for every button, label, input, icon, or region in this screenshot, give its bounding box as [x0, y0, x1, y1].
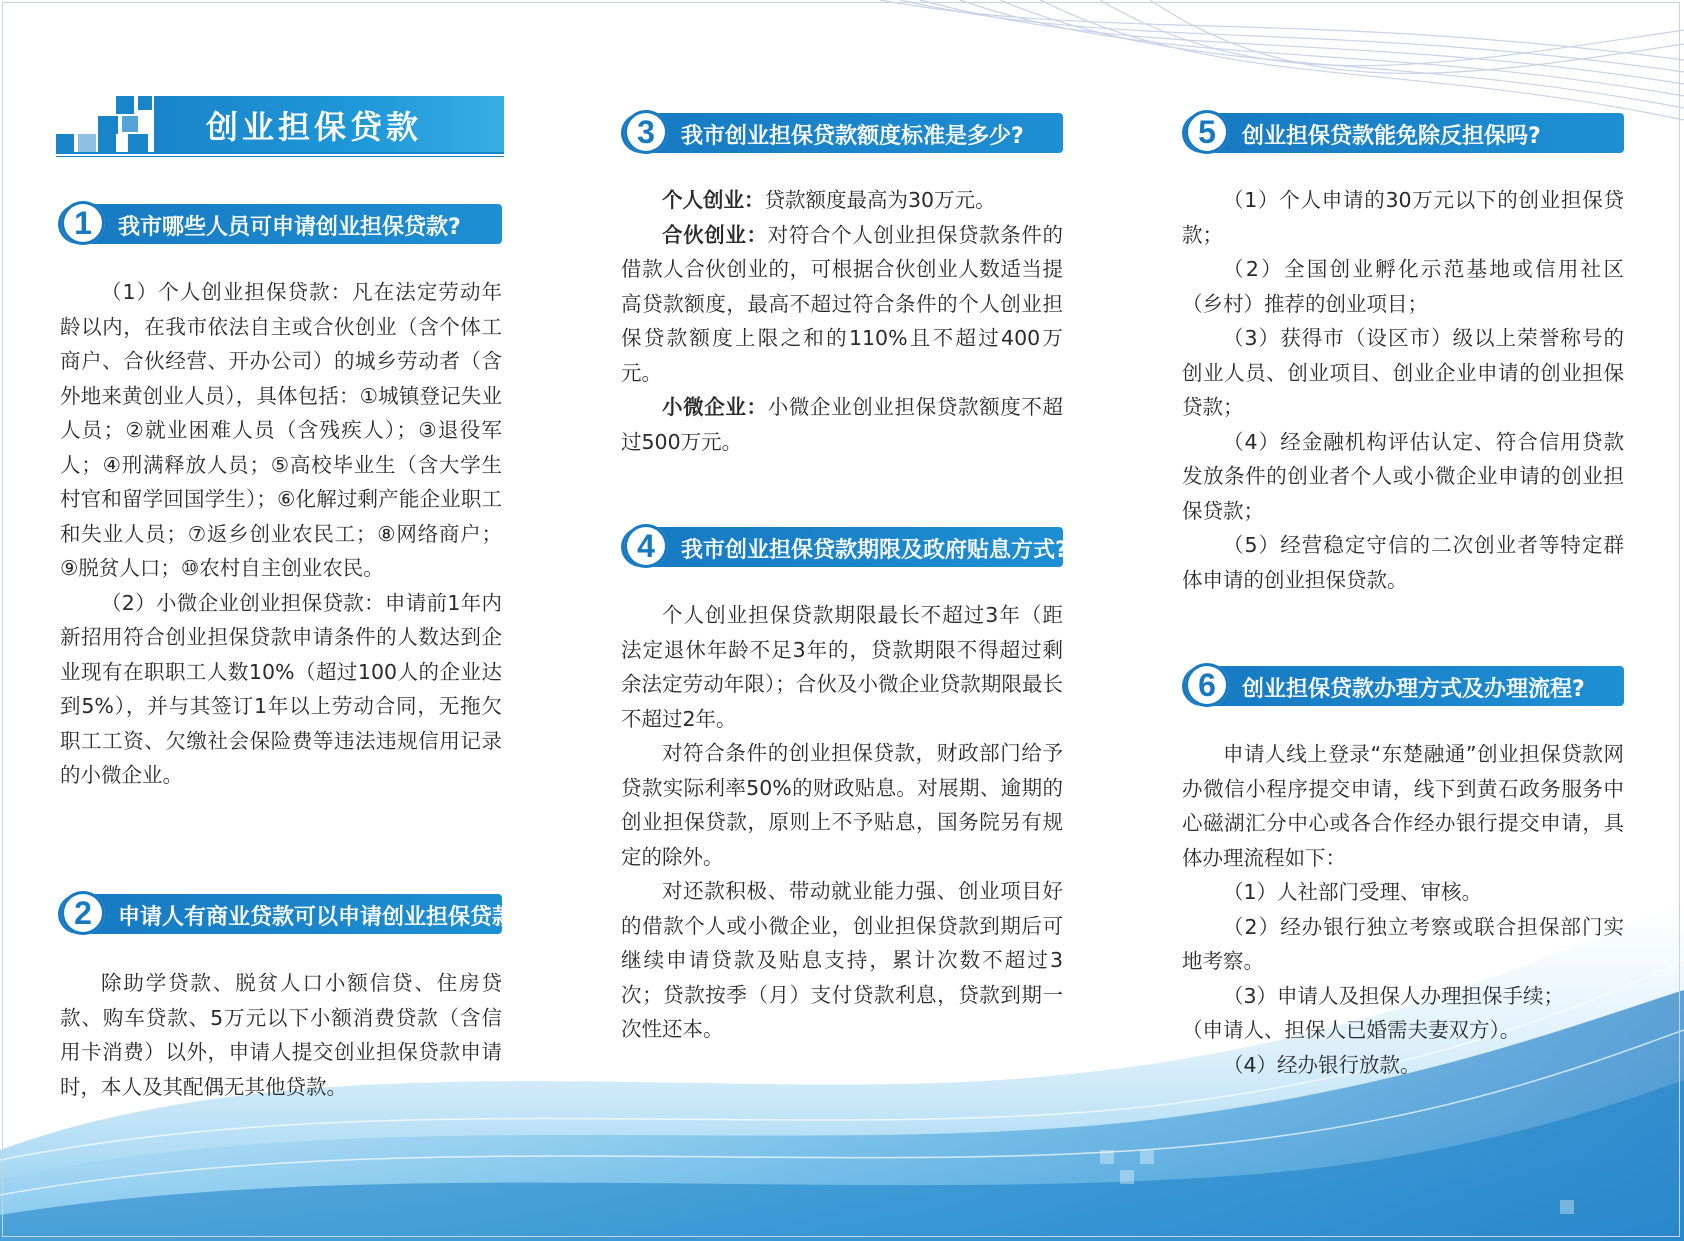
section-5-body — [1182, 183, 1624, 597]
section-6-heading — [1182, 666, 1624, 706]
paragraph: （5）经营稳定守信的二次创业者等特定群体申请的创业担保贷款。 — [1182, 533, 1624, 592]
section-2-body — [60, 966, 502, 1104]
section-title: 我市创业担保贷款额度标准是多少? — [681, 124, 1024, 149]
paragraph: （3）申请人及担保人办理担保手续； — [1223, 983, 1565, 1008]
section-number: 4 — [624, 524, 668, 568]
section-4-heading — [621, 527, 1068, 567]
section-number: 2 — [61, 891, 105, 935]
section-5-heading — [1182, 113, 1624, 153]
paragraph: （4）经金融机构评估认定、符合信用贷款发放条件的创业者个人或小微企业申请的创业担保贷款； — [1182, 429, 1624, 523]
paragraph — [621, 390, 1063, 459]
paragraph: （申请人、担保人已婚需夫妻双方）。 — [1182, 1018, 1521, 1042]
item-lead: 合伙创业： — [662, 222, 768, 247]
paragraph: 个人创业担保贷款期限最长不超过3年（距法定退休年龄不足3年的，贷款期限不得超过剩余法定劳动年限）；合伙及小微企业贷款期限最长不超过2年。 — [621, 603, 1063, 731]
main-title-banner — [56, 96, 504, 152]
paragraph: （2）全国创业孵化示范基地或信用社区（乡村）推荐的创业项目； — [1182, 257, 1624, 316]
paragraph: （1）人社部门受理、审核。 — [1223, 880, 1483, 904]
paragraph: （3）获得市（设区市）级以上荣誉称号的创业人员、创业项目、创业企业申请的创业担保贷款； — [1182, 326, 1624, 419]
section-4-body — [621, 598, 1063, 1047]
section-1-body — [60, 275, 502, 793]
item-text: 贷款额度最高为30万元。 — [764, 188, 996, 212]
section-2-heading — [58, 894, 549, 934]
item-lead: 小微企业： — [662, 395, 768, 419]
item-lead: 个人创业： — [662, 188, 765, 212]
section-title: 创业担保贷款办理方式及办理流程? — [1242, 677, 1585, 702]
section-1-heading — [58, 204, 502, 244]
item-text: 小微企业创业担保贷款额度不超过500万元。 — [621, 395, 1064, 454]
paragraph — [621, 183, 1063, 218]
paragraph: 对符合条件的创业担保贷款，财政部门给予贷款实际利率50%的财政贴息。对展期、逾期的创业担保贷款，原则上不予贴息，国务院另有规定的除外。 — [621, 741, 1063, 869]
paragraph — [621, 218, 1063, 391]
decor-square — [78, 134, 96, 152]
paragraph: （2）小微企业创业担保贷款：申请前1年内新招用符合创业担保贷款申请条件的人数达到企业现有在职职工人数10%（超过100人的企业达到5%），并与其签订1年以上劳动合同，无拖欠职工工资、欠缴社会保险费等违法违规信用记录的小微企业。 — [60, 590, 502, 787]
section-title: 申请人有商业贷款可以申请创业担保贷款吗? — [118, 905, 549, 930]
section-title: 我市创业担保贷款期限及政府贴息方式? — [681, 538, 1068, 563]
section-number: 5 — [1185, 110, 1229, 154]
paragraph: 对还款积极、带动就业能力强、创业项目好的借款个人或小微企业，创业担保贷款到期后可继续申请贷款及贴息支持，累计次数不超过3次；贷款按季（月）支付贷款利息，贷款到期一次性还本。 — [621, 879, 1063, 1041]
decor-square — [116, 96, 134, 114]
paragraph: 除助学贷款、脱贫人口小额信贷、住房贷款、购车贷款、5万元以下小额消费贷款（含信用卡消费）以外，申请人提交创业担保贷款申请时，本人及其配偶无其他贷款。 — [60, 971, 502, 1099]
section-number: 1 — [61, 201, 105, 245]
section-title: 创业担保贷款能免除反担保吗? — [1242, 124, 1541, 149]
section-3-heading — [621, 113, 1063, 153]
decor-square — [122, 116, 138, 132]
decor-square — [56, 134, 74, 152]
divider — [56, 152, 504, 154]
decor-square — [128, 134, 148, 152]
paragraph: （2）经办银行独立考察或联合担保部门实地考察。 — [1182, 914, 1624, 973]
item-text: 对符合个人创业担保贷款条件的借款人合伙创业的，可根据合伙创业人数适当提高贷款额度，最高不超过符合条件的个人创业担保贷款额度上限之和的110%且不超过400万元。 — [621, 222, 1064, 385]
section-3-body — [621, 183, 1063, 459]
paragraph: （1）个人创业担保贷款：凡在法定劳动年龄以内，在我市依法自主或合伙创业（含个体工商户、合伙经营、开办公司）的城乡劳动者（含外地来黄创业人员），具体包括：①城镇登记失业人员；②就业困难人员（含残疾人）；③退役军人；④刑满释放人员；⑤高校毕业生（含大学生村官和留学回国学生）；⑥化解过剩产能企业职工和失业人员；⑦返乡创业农民工；⑧网络商户；⑨脱贫人口；⑩农村自主创业农民。 — [60, 280, 502, 580]
decor-square — [98, 116, 118, 134]
divider — [56, 156, 504, 157]
main-title: 创业担保贷款 — [206, 108, 423, 146]
section-number: 3 — [624, 110, 668, 154]
section-number: 6 — [1185, 663, 1229, 707]
paragraph: 申请人线上登录“东楚融通”创业担保贷款网办微信小程序提交申请，线下到黄石政务服务中心磁湖汇分中心或各合作经办银行提交申请，具体办理流程如下： — [1182, 742, 1624, 870]
decor-square — [138, 96, 152, 110]
paragraph: （1）个人申请的30万元以下的创业担保贷款； — [1182, 188, 1624, 247]
decor-square — [98, 134, 116, 152]
section-title: 我市哪些人员可申请创业担保贷款? — [118, 215, 461, 240]
paragraph: （4）经办银行放款。 — [1223, 1052, 1421, 1077]
section-6-body — [1182, 737, 1624, 1082]
